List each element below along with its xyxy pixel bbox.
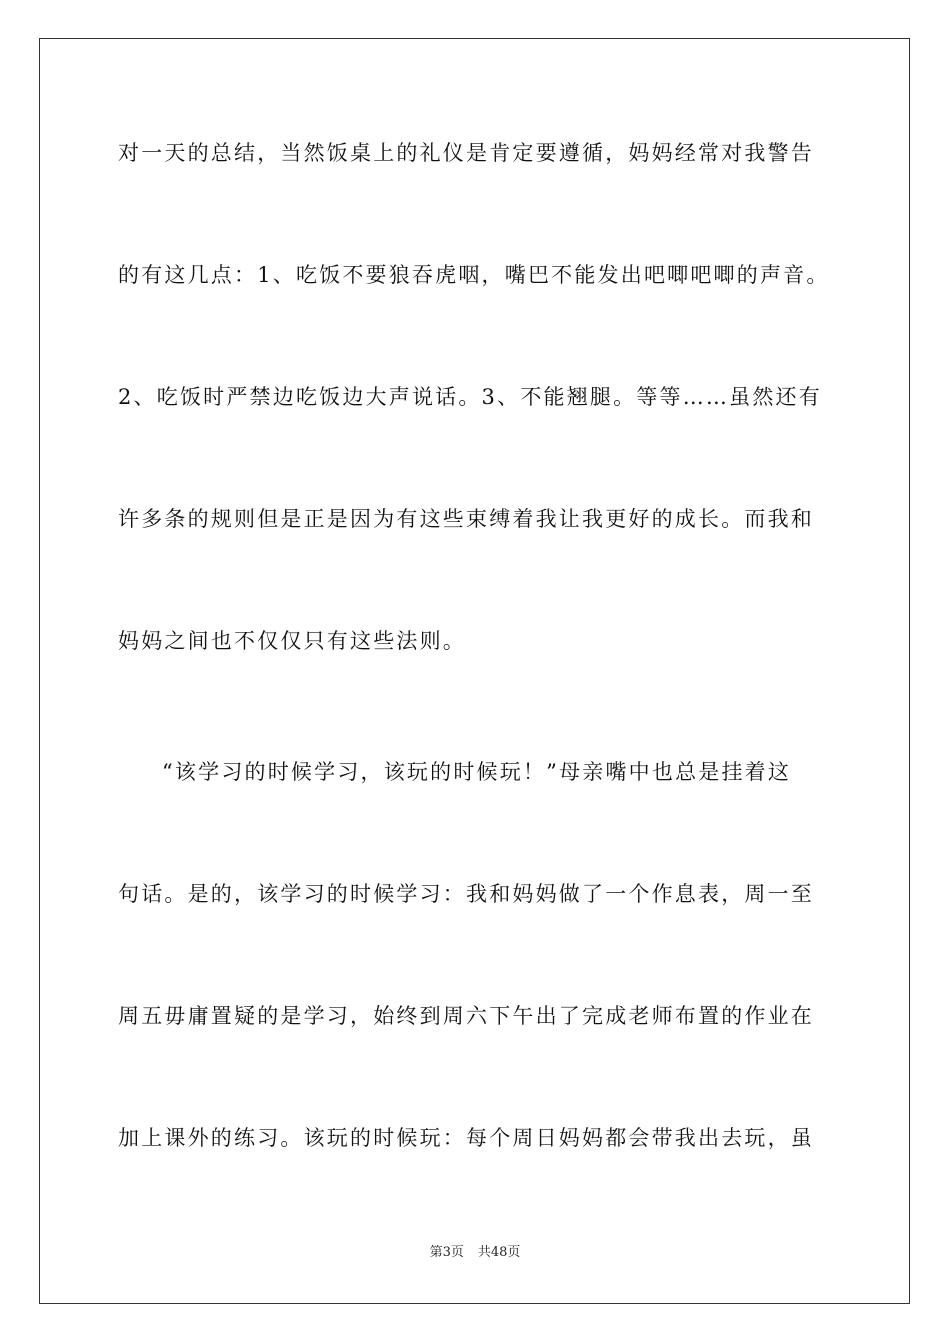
- text-line-9: 加上课外的练习。该玩的时候玩：每个周日妈妈都会带我出去玩，虽: [118, 1126, 814, 1150]
- text-line-5: 妈妈之间也不仅仅只有这些法则。: [118, 629, 466, 653]
- page-number: 第3页: [429, 1245, 464, 1260]
- page-frame: [39, 38, 910, 1304]
- text-line-1: 对一天的总结，当然饭桌上的礼仪是肯定要遵循，妈妈经常对我警告: [118, 141, 814, 165]
- page-footer: [0, 1244, 950, 1262]
- text-line-7: 句话。是的，该学习的时候学习：我和妈妈做了一个作息表，周一至: [118, 882, 814, 906]
- text-line-4: 许多条的规则但是正是因为有这些束缚着我让我更好的成长。而我和: [118, 507, 814, 531]
- text-line-6-paragraph-start: “该学习的时候学习，该玩的时候玩！”母亲嘴中也总是挂着这: [162, 760, 792, 784]
- text-line-2: 的有这几点：1、吃饭不要狼吞虎咽，嘴巴不能发出吧唧吧唧的声音。: [118, 263, 830, 287]
- text-line-8: 周五毋庸置疑的是学习，始终到周六下午出了完成老师布置的作业在: [118, 1004, 814, 1028]
- text-line-3: 2、吃饭时严禁边吃饭边大声说话。3、不能翘腿。等等……虽然还有: [118, 385, 822, 409]
- page-total: 共48页: [477, 1245, 521, 1260]
